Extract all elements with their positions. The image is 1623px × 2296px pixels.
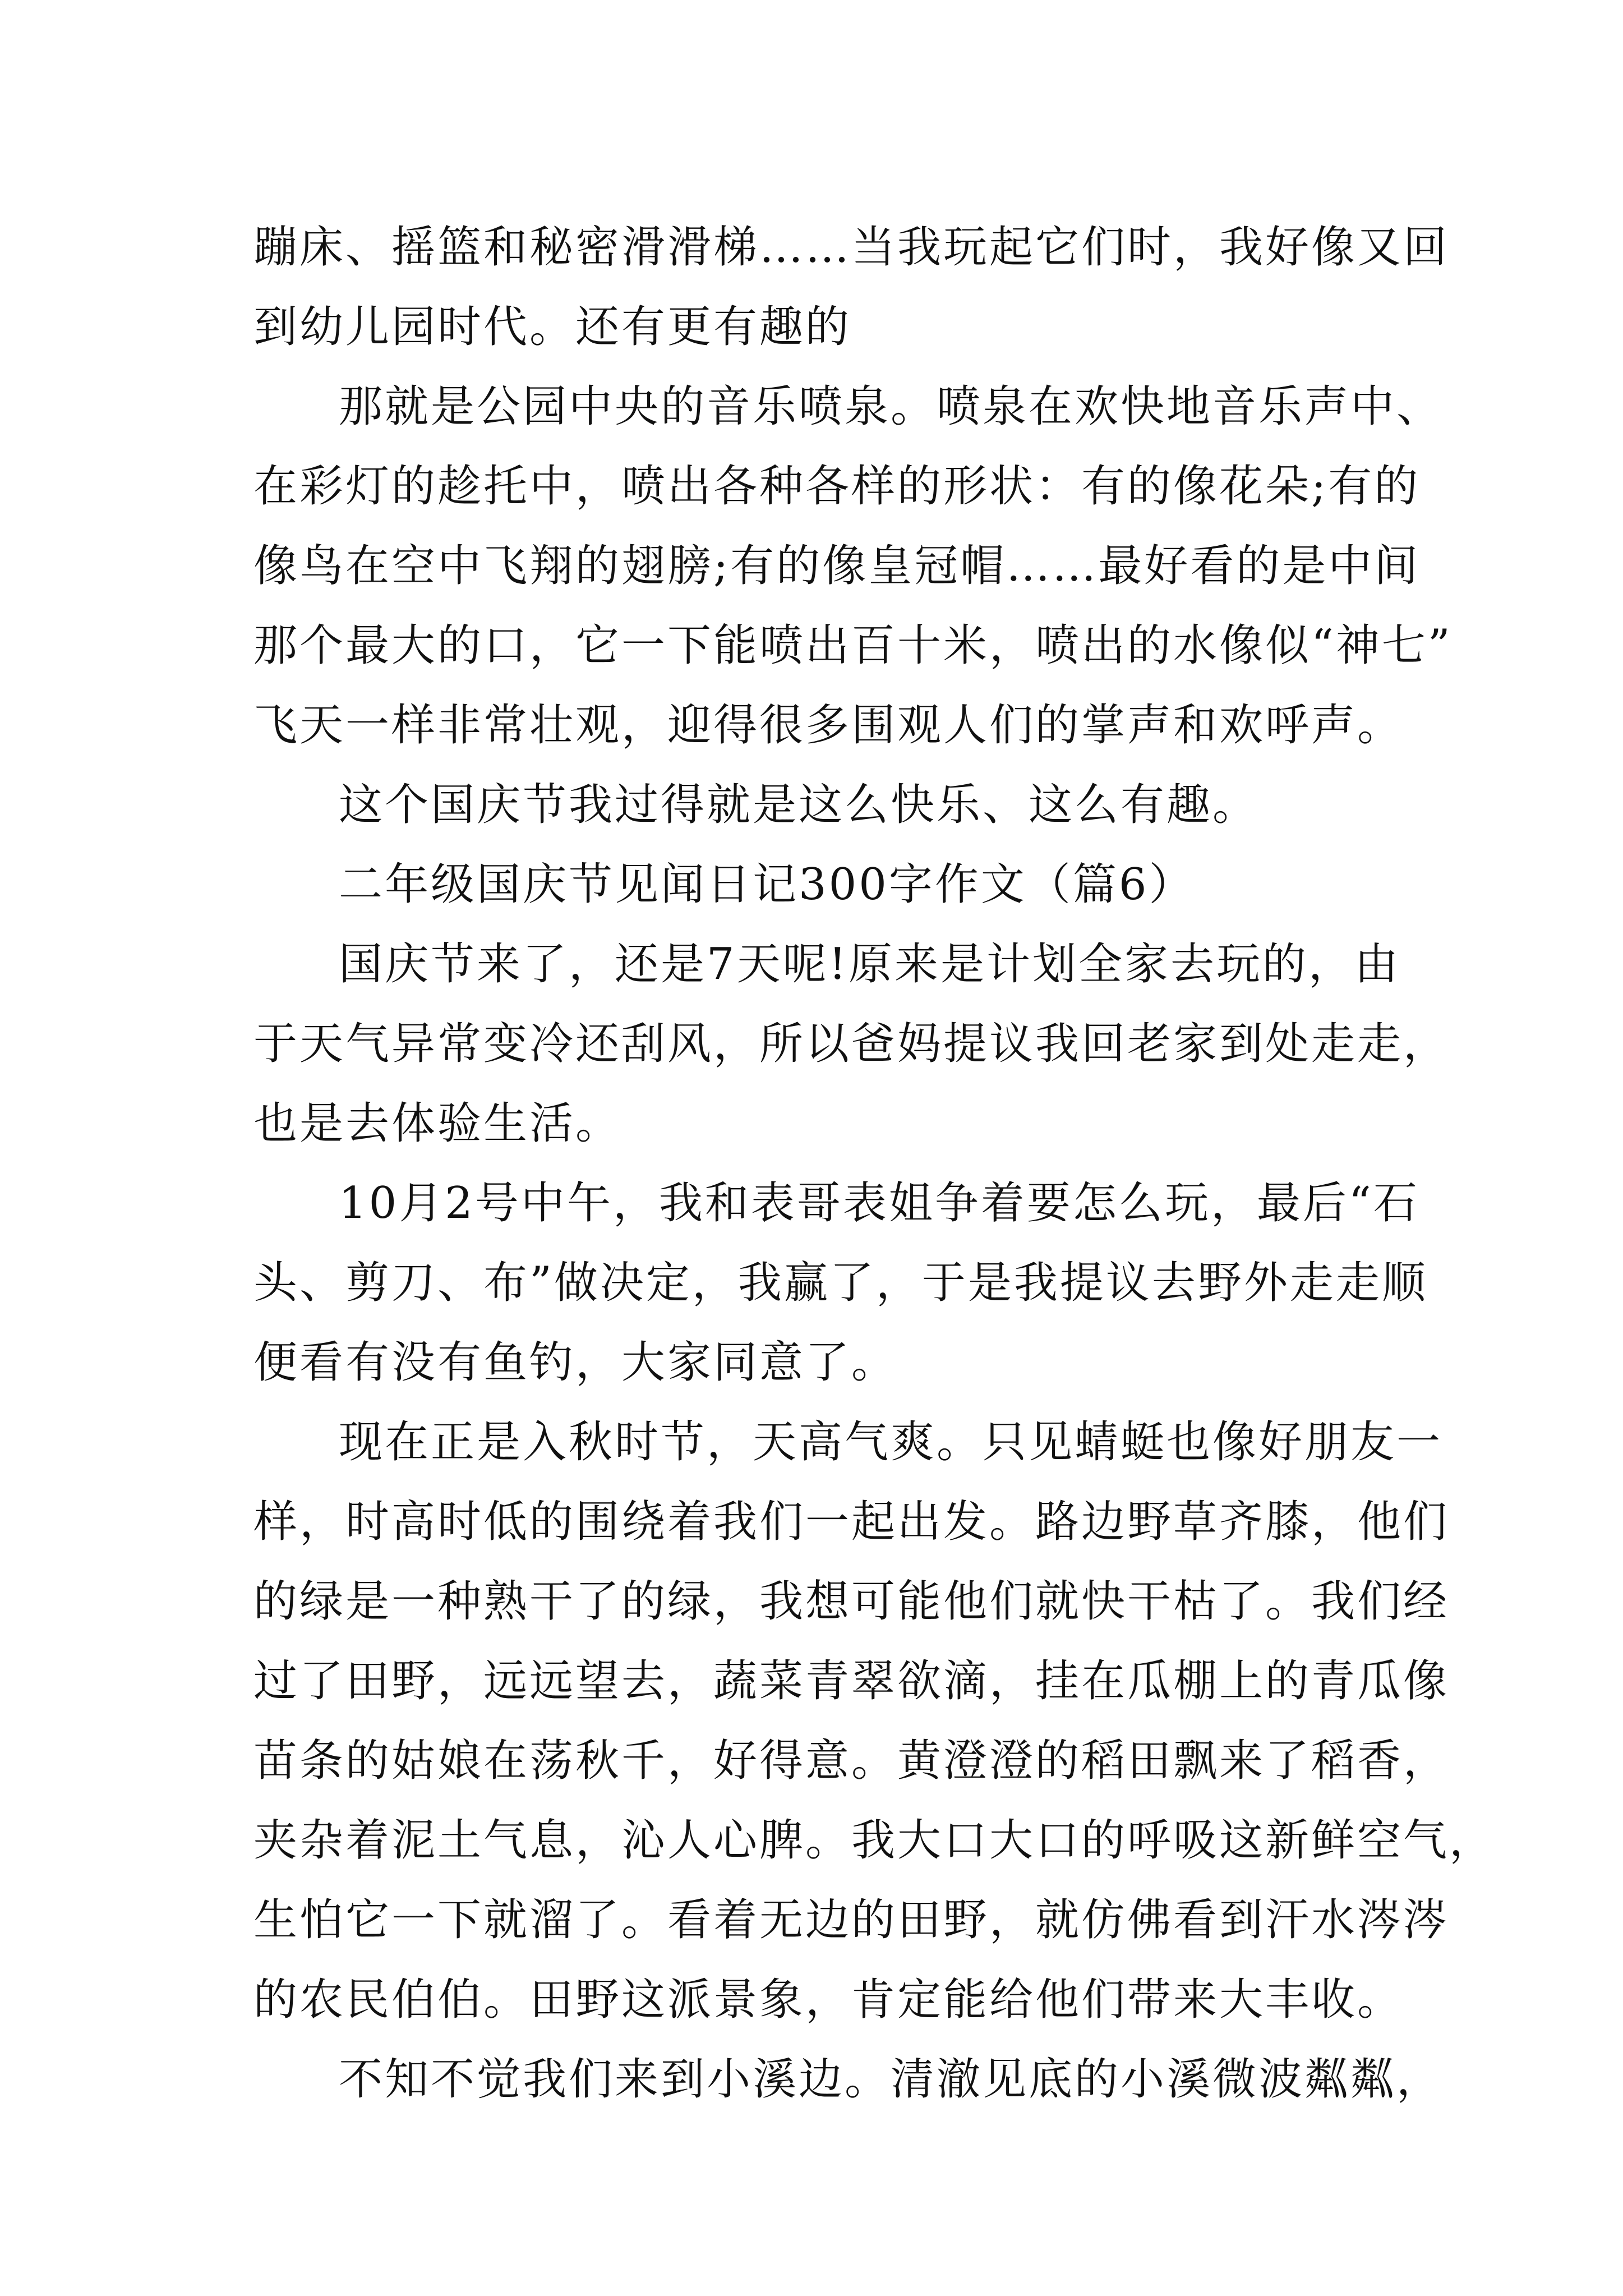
text-line: 那个最大的口，它一下能喷出百十米，喷出的水像似“神七”: [253, 620, 1453, 671]
text-line: 不知不觉我们来到小溪边。清澈见底的小溪微波粼粼，: [339, 2054, 1443, 2105]
text-line: 飞天一样非常壮观，迎得很多围观人们的掌声和欢呼声。: [253, 700, 1404, 751]
text-line: 那就是公园中央的音乐喷泉。喷泉在欢快地音乐声中、: [339, 381, 1443, 432]
text-line: 苗条的姑娘在荡秋千，好得意。黄澄澄的稻田飘来了稻香，: [253, 1736, 1450, 1786]
text-line: 国庆节来了，还是7天呢!原来是计划全家去玩的，由: [339, 939, 1400, 990]
text-line: 便看有没有鱼钓，大家同意了。: [253, 1337, 898, 1388]
text-line: 过了田野，远远望去，蔬菜青翠欲滴，挂在瓜棚上的青瓜像: [253, 1656, 1450, 1706]
text-line: 的农民伯伯。田野这派景象，肯定能给他们带来大丰收。: [253, 1975, 1404, 2025]
body-text: [253, 208, 1496, 2119]
text-line: 像鸟在空中飞翔的翅膀;有的像皇冠帽……最好看的是中间: [253, 541, 1421, 591]
text-line: 也是去体验生活。: [253, 1098, 622, 1149]
text-line: 的绿是一种熟干了的绿，我想可能他们就快干枯了。我们经: [253, 1576, 1450, 1627]
text-line: 10月2号中午，我和表哥表姐争着要怎么玩，最后“石: [339, 1178, 1419, 1228]
text-line: 到幼儿园时代。还有更有趣的: [253, 302, 852, 352]
text-line: 头、剪刀、布”做决定，我赢了，于是我提议去野外走走顺: [253, 1258, 1428, 1308]
text-line: 现在正是入秋时节，天高气爽。只见蜻蜓也像好朋友一: [339, 1417, 1443, 1467]
text-line: 蹦床、摇篮和秘密滑滑梯……当我玩起它们时，我好像又回: [253, 222, 1450, 273]
section-heading: 二年级国庆节见闻日记300字作文（篇6）: [339, 859, 1195, 910]
text-line: 生怕它一下就溜了。看着无边的田野，就仿佛看到汗水涔涔: [253, 1895, 1450, 1945]
text-line: 于天气异常变冷还刮风，所以爸妈提议我回老家到处走走，: [253, 1019, 1450, 1069]
text-line: 夹杂着泥土气息，沁人心脾。我大口大口的呼吸这新鲜空气，: [253, 1815, 1496, 1866]
text-line: 这个国庆节我过得就是这么快乐、这么有趣。: [339, 780, 1259, 830]
text-line: 在彩灯的趁托中，喷出各种各样的形状：有的像花朵;有的: [253, 461, 1421, 512]
text-line: 样，时高时低的围绕着我们一起出发。路边野草齐膝，他们: [253, 1497, 1450, 1547]
